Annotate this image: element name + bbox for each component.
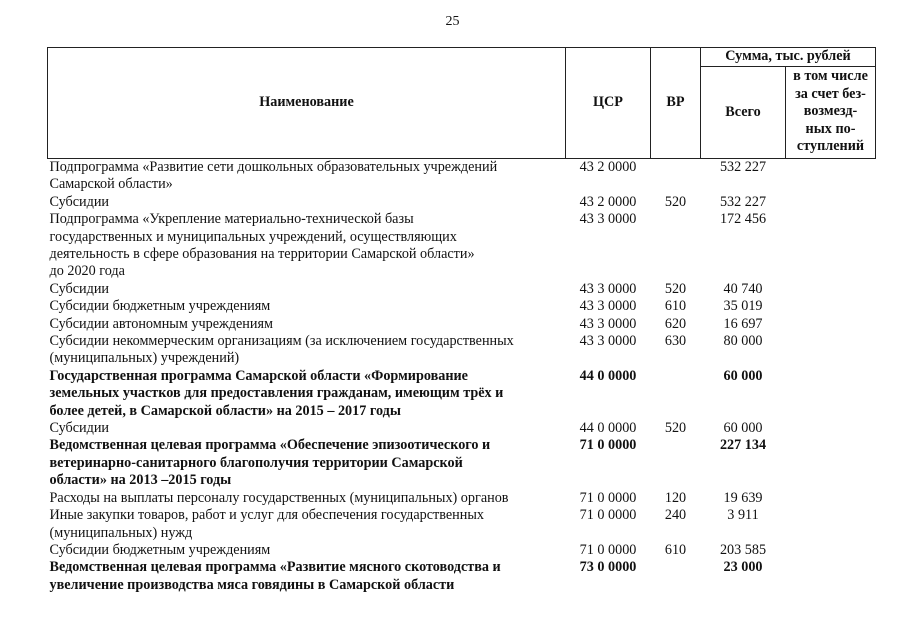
- row-name-line: Субсидии бюджетным учреждениям: [49, 541, 271, 558]
- table-row: [48, 559, 876, 594]
- row-name: [48, 420, 566, 437]
- row-total: 203 585: [719, 541, 767, 558]
- row-including: [786, 316, 876, 333]
- header-sum: Сумма, тыс. рублей: [701, 48, 876, 67]
- row-name-line: Ведомственная целевая программа «Развитие мясного скотоводства и: [49, 559, 501, 576]
- row-name: [48, 281, 566, 298]
- row-name-line: Расходы на выплаты персоналу государственных (муниципальных) органов: [49, 489, 509, 506]
- row-csr: 71 0 0000: [579, 507, 637, 524]
- row-csr: 43 3 0000: [579, 315, 637, 332]
- row-csr: 43 3 0000: [579, 298, 637, 315]
- row-total: 60 000: [723, 420, 763, 437]
- row-vr: 520: [664, 420, 687, 437]
- row-csr: 43 2 0000: [579, 193, 637, 210]
- header-including: [786, 67, 876, 159]
- row-name-line: (муниципальных) учреждений): [49, 350, 240, 367]
- row-total: 532 227: [719, 193, 767, 210]
- row-name-line: Подпрограмма «Укрепление материально-технической базы: [49, 211, 414, 228]
- row-csr: 43 2 0000: [579, 158, 637, 175]
- row-name-line: Субсидии: [49, 280, 110, 297]
- header-csr: ЦСР: [566, 48, 651, 159]
- table-body: [48, 158, 876, 594]
- row-vr: [651, 368, 701, 420]
- row-csr: 43 3 0000: [579, 333, 637, 350]
- header-vr: ВР: [651, 48, 701, 159]
- header-including-line: ступлений: [796, 138, 865, 155]
- table-row: [48, 298, 876, 315]
- row-vr: [651, 158, 701, 193]
- row-total: 16 697: [723, 315, 763, 332]
- row-total: 40 740: [723, 280, 763, 297]
- row-including: [786, 158, 876, 193]
- table-row: [48, 437, 876, 489]
- row-name-line: (муниципальных) нужд: [49, 524, 193, 541]
- row-vr: 610: [664, 541, 687, 558]
- row-vr: 240: [664, 507, 687, 524]
- row-name-line: Подпрограмма «Развитие сети дошкольных образовательных учреждений: [49, 158, 498, 175]
- header-including-line: в том числе: [793, 68, 868, 84]
- row-csr: 44 0 0000: [579, 420, 637, 437]
- row-name-line: увеличение производства мяса говядины в Самарской области: [49, 576, 455, 593]
- row-including: [786, 333, 876, 368]
- header-including-line: за счет без-: [795, 85, 866, 102]
- row-total: 23 000: [723, 559, 763, 576]
- row-total: 60 000: [723, 367, 763, 384]
- table-row: [48, 194, 876, 211]
- row-name-line: Субсидии бюджетным учреждениям: [49, 298, 271, 315]
- row-total: 19 639: [723, 489, 763, 506]
- row-name: [48, 368, 566, 420]
- row-name-line: Субсидии: [49, 193, 110, 210]
- row-vr: 120: [664, 489, 687, 506]
- budget-table: [47, 47, 876, 594]
- row-name-line: Самарской области»: [49, 176, 173, 193]
- row-csr: 71 0 0000: [579, 489, 637, 506]
- row-name-line: Государственная программа Самарской области «Формирование: [49, 367, 468, 384]
- row-csr: 71 0 0000: [579, 541, 637, 558]
- row-including: [786, 542, 876, 559]
- row-including: [786, 437, 876, 489]
- header-including-line: возмезд-: [803, 103, 858, 120]
- row-vr: 610: [664, 298, 687, 315]
- table-header: [48, 48, 876, 159]
- row-including: [786, 368, 876, 420]
- header-total: Всего: [701, 67, 786, 159]
- row-total: 3 911: [727, 507, 759, 524]
- row-vr: [651, 211, 701, 281]
- row-name-line: земельных участков для предоставления гражданам, имеющим трёх и: [49, 385, 504, 402]
- row-including: [786, 194, 876, 211]
- row-vr: 620: [664, 315, 687, 332]
- table-row: [48, 420, 876, 437]
- row-csr: 44 0 0000: [579, 367, 637, 384]
- row-name: [48, 158, 566, 193]
- header-name: Наименование: [48, 48, 566, 159]
- table-row: [48, 281, 876, 298]
- table-row: [48, 507, 876, 542]
- table-row: [48, 316, 876, 333]
- row-name-line: государственных и муниципальных учреждений, осуществляющих: [49, 228, 457, 245]
- row-name: [48, 194, 566, 211]
- table-row: [48, 542, 876, 559]
- row-csr: 43 3 0000: [579, 280, 637, 297]
- row-name: [48, 316, 566, 333]
- row-name: [48, 298, 566, 315]
- row-csr: 43 3 0000: [579, 211, 637, 228]
- row-total: 80 000: [723, 333, 763, 350]
- row-name: [48, 559, 566, 594]
- row-total: 227 134: [719, 437, 767, 454]
- row-including: [786, 420, 876, 437]
- header-including-line: ных по-: [805, 120, 856, 137]
- row-name: [48, 490, 566, 507]
- row-including: [786, 298, 876, 315]
- row-name: [48, 333, 566, 368]
- table-row: [48, 211, 876, 281]
- table-row: [48, 158, 876, 193]
- row-including: [786, 490, 876, 507]
- table-row: [48, 368, 876, 420]
- row-name: [48, 542, 566, 559]
- row-name-line: до 2020 года: [49, 263, 125, 280]
- row-total: 532 227: [719, 158, 767, 175]
- row-vr: [651, 559, 701, 594]
- row-name-line: области» на 2013 –2015 годы: [49, 472, 232, 489]
- row-including: [786, 211, 876, 281]
- row-name-line: более детей, в Самарской области» на 2015 – 2017 годы: [49, 402, 401, 419]
- row-total: 172 456: [719, 211, 767, 228]
- row-name-line: деятельность в сфере образования на территории Самарской области»: [49, 246, 475, 262]
- row-name-line: Ведомственная целевая программа «Обеспечение эпизоотического и: [49, 437, 491, 454]
- table-row: [48, 490, 876, 507]
- row-vr: [651, 437, 701, 489]
- row-total: 35 019: [723, 298, 763, 315]
- row-including: [786, 559, 876, 594]
- table-row: [48, 333, 876, 368]
- row-name-line: Субсидии автономным учреждениям: [49, 315, 273, 332]
- row-name-line: Субсидии некоммерческим организациям (за исключением государственных: [49, 333, 514, 350]
- row-csr: 73 0 0000: [579, 559, 637, 576]
- row-csr: 71 0 0000: [579, 437, 637, 454]
- row-vr: 630: [664, 333, 687, 350]
- row-name: [48, 437, 566, 489]
- row-name-line: Субсидии: [49, 420, 110, 437]
- row-including: [786, 281, 876, 298]
- row-name-line: ветеринарно-санитарного благополучия территории Самарской: [49, 454, 463, 471]
- row-vr: 520: [664, 280, 687, 297]
- page-number: 25: [445, 14, 460, 29]
- row-name-line: Иные закупки товаров, работ и услуг для обеспечения государственных: [49, 507, 484, 524]
- row-vr: 520: [664, 193, 687, 210]
- row-name: [48, 507, 566, 542]
- row-including: [786, 507, 876, 542]
- row-name: [48, 211, 566, 281]
